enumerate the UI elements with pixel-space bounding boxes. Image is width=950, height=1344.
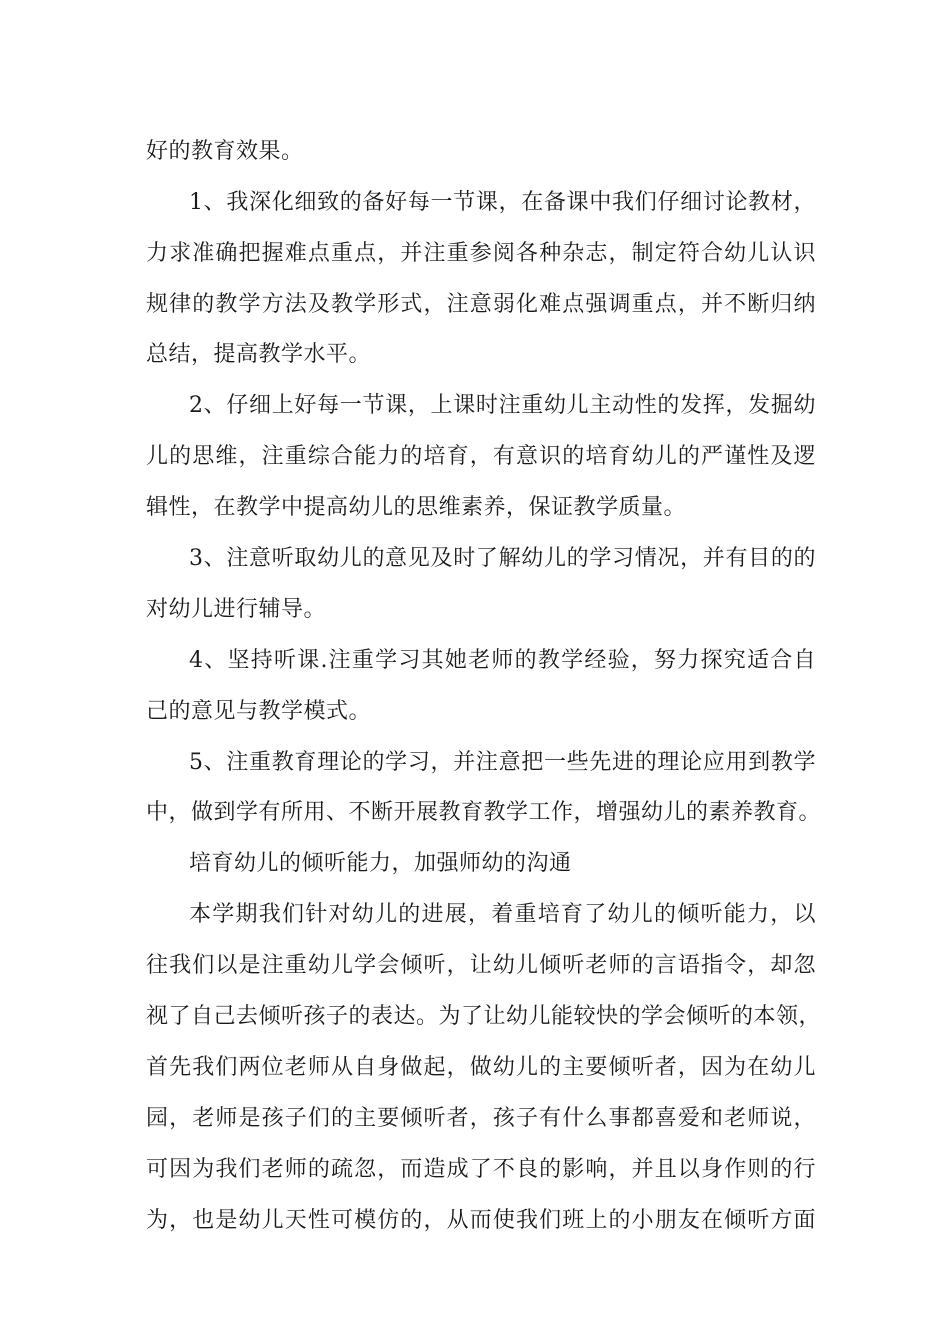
text-line: 5、注重教育理论的学习，并注意把一些先进的理论应用到教学 [189,750,816,775]
text-line: 1、我深化细致的备好每一节课，在备课中我们仔细讨论教材， [189,190,816,215]
text-line: 好的教育效果。 [146,139,304,164]
text-line: 总结，提高教学水平。 [146,342,372,367]
text-line: 本学期我们针对幼儿的进展，着重培育了幼儿的倾听能力，以 [189,902,816,927]
text-line: 4、坚持听课.注重学习其她老师的教学经验，努力探究适合自 [189,648,816,673]
text-line: 规律的教学方法及教学形式，注意弱化难点强调重点，并不断归纳 [146,292,816,317]
text-line: 对幼儿进行辅导。 [146,597,327,622]
text-line: 2、仔细上好每一节课，上课时注重幼儿主动性的发挥，发掘幼 [189,393,816,418]
text-line: 儿的思维，注重综合能力的培育，有意识的培育幼儿的严谨性及逻 [146,444,816,469]
text-line: 中，做到学有所用、不断开展教育教学工作，增强幼儿的素养教育。 [146,800,822,825]
text-line: 己的意见与教学模式。 [146,699,372,724]
text-line: 可因为我们老师的疏忽，而造成了不良的影响，并且以身作则的行 [146,1157,816,1182]
text-line: 力求准确把握难点重点，并注重参阅各种杂志，制定符合幼儿认识 [146,241,816,266]
text-line: 视了自己去倾听孩子的表达。为了让幼儿能较快的学会倾听的本领， [146,1004,822,1029]
section-heading: 培育幼儿的倾听能力，加强师幼的沟通 [189,851,572,876]
text-line: 辑性，在教学中提高幼儿的思维素养，保证教学质量。 [146,495,687,520]
text-line: 往我们以是注重幼儿学会倾听，让幼儿倾听老师的言语指令，却忽 [146,953,816,978]
text-line: 园，老师是孩子们的主要倾听者，孩子有什么事都喜爱和老师说， [146,1106,816,1131]
text-line: 为，也是幼儿天性可模仿的，从而使我们班上的小朋友在倾听方面 [146,1208,816,1233]
text-line: 首先我们两位老师从自身做起，做幼儿的主要倾听者，因为在幼儿 [146,1055,816,1080]
text-line: 3、注意听取幼儿的意见及时了解幼儿的学习情况，并有目的的 [189,546,816,571]
